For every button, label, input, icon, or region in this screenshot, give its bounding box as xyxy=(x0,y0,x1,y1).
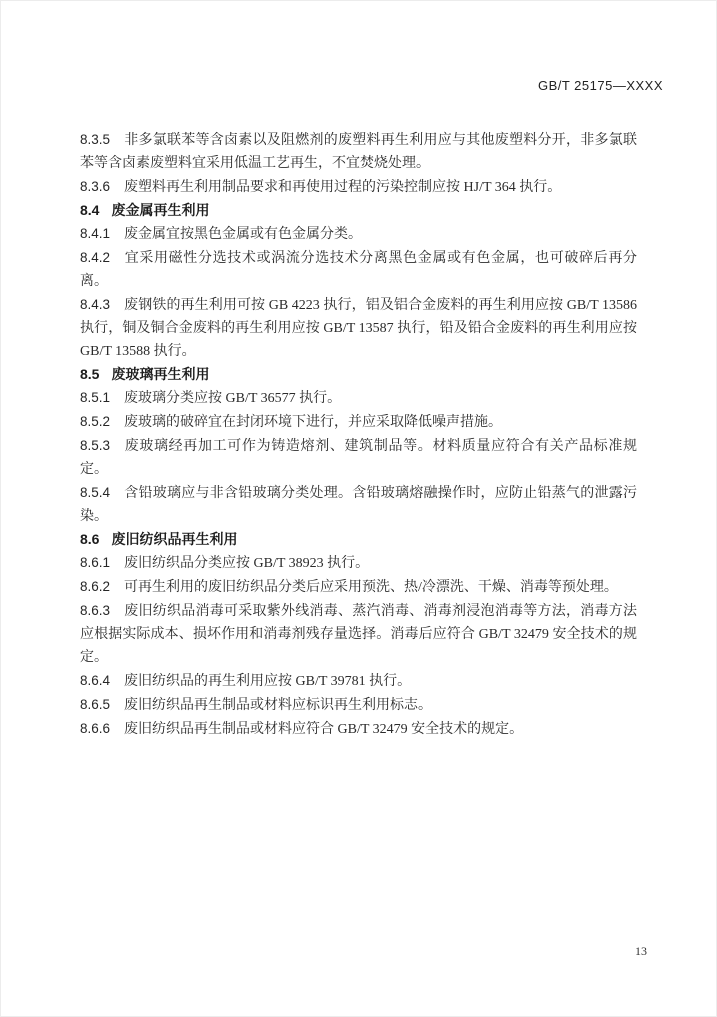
clause-number: 8.6.6 xyxy=(80,721,111,736)
clause-paragraph xyxy=(80,575,637,599)
clause-text: 非多氯联苯等含卤素以及阻燃剂的废塑料再生利用应与其他废塑料分开，非多氯联苯等含卤素废塑料宜采用低温工艺再生，不宜焚烧处理。 xyxy=(80,133,637,171)
clause-text: 废旧纺织品消毒可采取紫外线消毒、蒸汽消毒、消毒剂浸泡消毒等方法，消毒方法应根据实际成本、损坏作用和消毒剂残存量选择。消毒后应符合 GB/T 32479 安全技术的规定。 xyxy=(80,604,637,665)
clause-number: 8.4.2 xyxy=(80,250,111,265)
clause-paragraph xyxy=(80,693,637,717)
clause-text: 含铅玻璃应与非含铅玻璃分类处理。含铅玻璃熔融操作时，应防止铅蒸气的泄露污染。 xyxy=(80,486,637,524)
clause-number: 8.6.3 xyxy=(80,603,111,618)
clause-paragraph xyxy=(80,434,637,481)
section-heading xyxy=(80,528,637,551)
clause-paragraph xyxy=(80,293,637,363)
document-code-header: GB/T 25175—XXXX xyxy=(537,78,663,93)
clause-text: 废金属宜按黑色金属或有色金属分类。 xyxy=(124,227,363,242)
clause-paragraph xyxy=(80,175,637,199)
section-heading xyxy=(80,199,637,222)
section-heading-text: 废旧纺织品再生利用 xyxy=(111,531,238,547)
clause-paragraph xyxy=(80,717,637,741)
clause-paragraph xyxy=(80,246,637,293)
clause-number: 8.6.5 xyxy=(80,697,111,712)
clause-text: 废旧纺织品再生制品或材料应符合 GB/T 32479 安全技术的规定。 xyxy=(124,722,524,737)
clause-number: 8.4.3 xyxy=(80,297,111,312)
document-body xyxy=(80,0,637,741)
clause-number: 8.5 xyxy=(80,366,100,382)
clause-text: 废塑料再生利用制品要求和再使用过程的污染控制应按 HJ/T 364 执行。 xyxy=(124,180,562,195)
page-number: 13 xyxy=(635,944,647,958)
clause-paragraph xyxy=(80,410,637,434)
clause-number: 8.4 xyxy=(80,202,100,218)
clause-number: 8.6.2 xyxy=(80,579,111,594)
clause-number: 8.6.1 xyxy=(80,555,111,570)
clause-paragraph xyxy=(80,669,637,693)
clause-text: 废旧纺织品的再生利用应按 GB/T 39781 执行。 xyxy=(124,674,412,689)
clause-number: 8.5.3 xyxy=(80,438,111,453)
clause-paragraph xyxy=(80,481,637,528)
clause-number: 8.5.4 xyxy=(80,485,111,500)
clause-paragraph xyxy=(80,222,637,246)
clause-text: 废玻璃的破碎宜在封闭环境下进行，并应采取降低噪声措施。 xyxy=(124,415,503,430)
clause-number: 8.3.6 xyxy=(80,179,111,194)
section-heading xyxy=(80,363,637,386)
clause-text: 废旧纺织品分类应按 GB/T 38923 执行。 xyxy=(124,556,370,571)
clause-text: 宜采用磁性分选技术或涡流分选技术分离黑色金属或有色金属，也可破碎后再分离。 xyxy=(80,251,637,289)
clause-paragraph xyxy=(80,599,637,669)
clause-number: 8.6 xyxy=(80,531,100,547)
section-heading-text: 废金属再生利用 xyxy=(111,202,210,218)
clause-paragraph xyxy=(80,128,637,175)
section-heading-text: 废玻璃再生利用 xyxy=(111,366,210,382)
clause-text: 废钢铁的再生利用可按 GB 4223 执行，铝及铝合金废料的再生利用应按 GB/T 13586 执行，铜及铜合金废料的再生利用应按 GB/T 13587 执行，铅及铅合金废料的再生利用应按 GB/T 13588 执行。 xyxy=(80,298,637,359)
clause-number: 8.5.1 xyxy=(80,390,111,405)
clause-text: 废旧纺织品再生制品或材料应标识再生利用标志。 xyxy=(124,698,433,713)
clause-paragraph xyxy=(80,551,637,575)
clause-text: 可再生利用的废旧纺织品分类后应采用预洗、热/冷漂洗、干燥、消毒等预处理。 xyxy=(124,580,618,595)
clause-text: 废玻璃分类应按 GB/T 36577 执行。 xyxy=(124,391,342,406)
clause-number: 8.4.1 xyxy=(80,226,111,241)
clause-number: 8.3.5 xyxy=(80,132,111,147)
clause-number: 8.6.4 xyxy=(80,673,111,688)
clause-text: 废玻璃经再加工可作为铸造熔剂、建筑制品等。材料质量应符合有关产品标准规定。 xyxy=(80,439,637,477)
clause-number: 8.5.2 xyxy=(80,414,111,429)
clause-paragraph xyxy=(80,386,637,410)
